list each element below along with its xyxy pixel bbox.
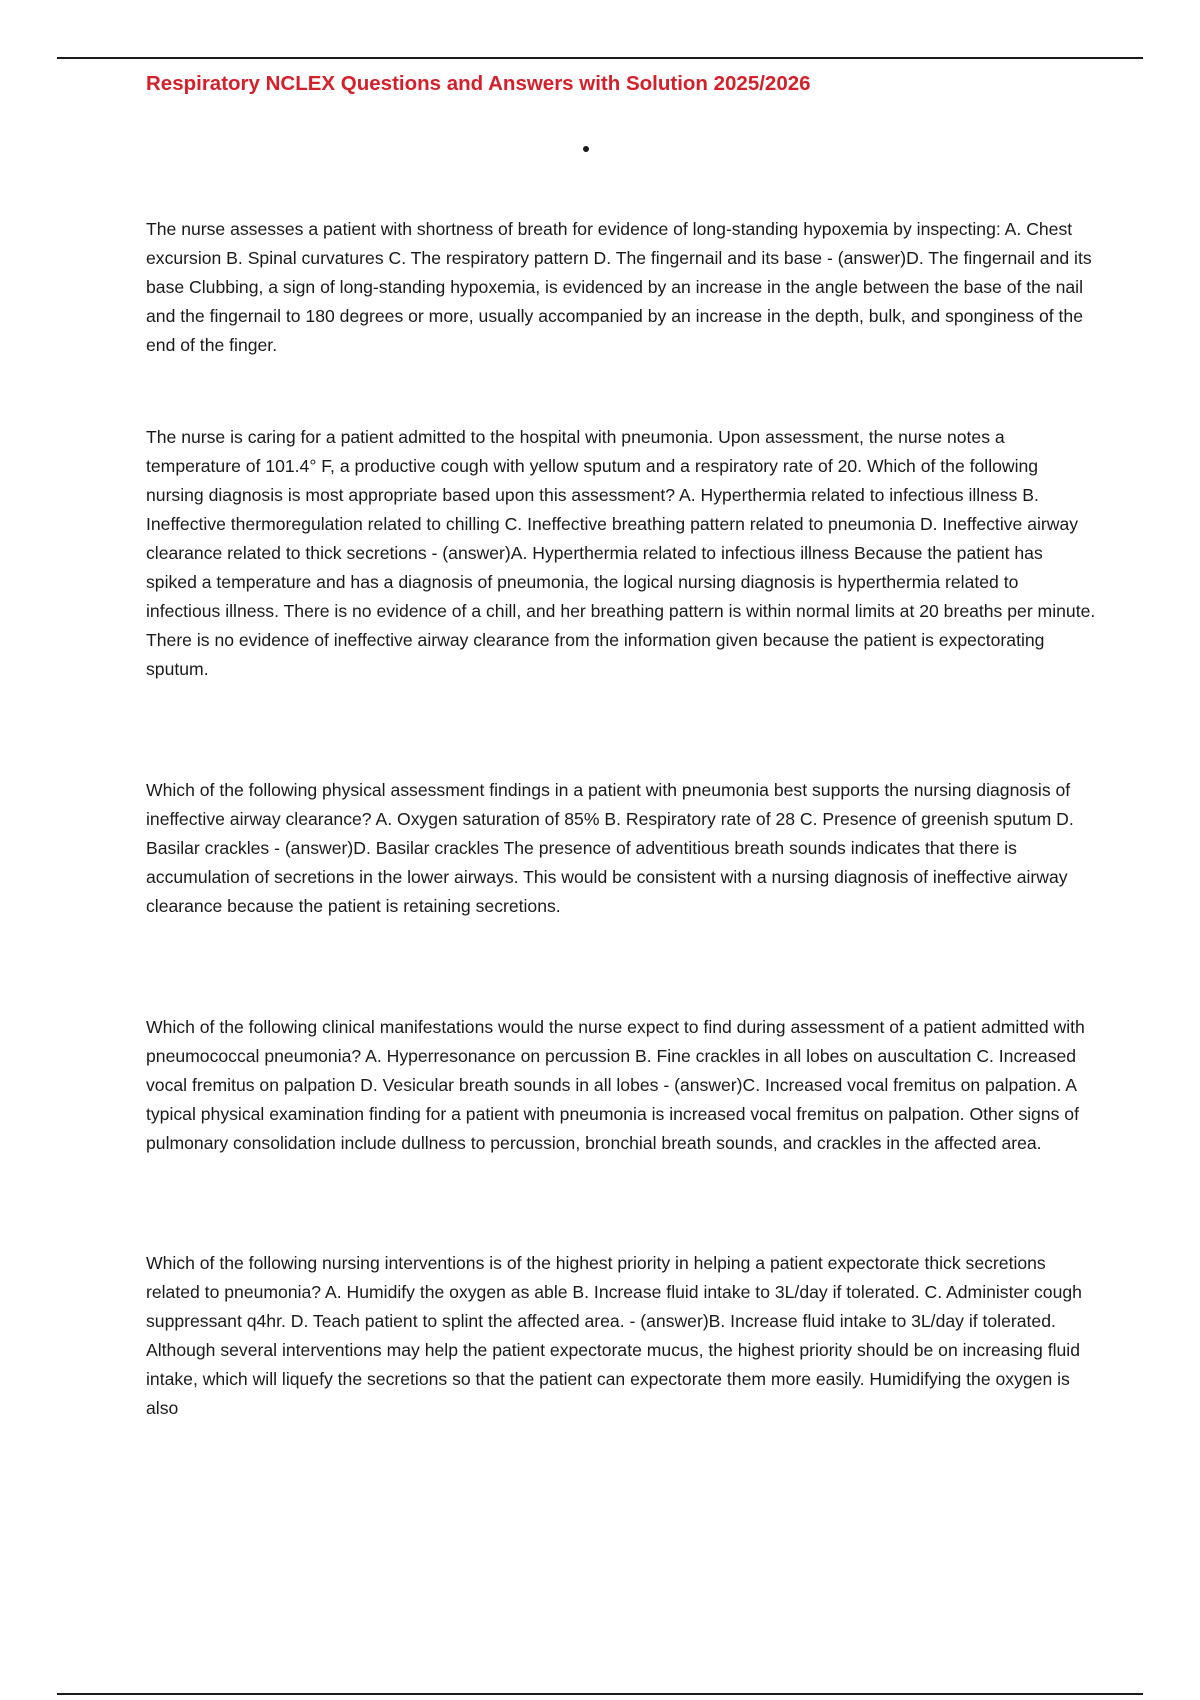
question-answer-2: The nurse is caring for a patient admitted to the hospital with pneumonia. Upon assessment, the nurse notes a temperature of 101.4° F, a productive cough with yellow sputum and a respiratory rate of 20. Which of the following nursing diagnosis is most appropriate based upon this assessment? A. Hyperthermia related to infectious illness B. Ineffective thermoregulation related to chilling C. Ineffective breathing pattern related to pneumonia D. Ineffective airway clearance related to thick secretions - (answer)A. Hyperthermia related to infectious illness Because the patient has spiked a temperature and has a diagnosis of pneumonia, the logical nursing diagnosis is hyperthermia related to infectious illness. There is no evidence of a chill, and her breathing pattern is within normal limits at 20 breaths per minute. There is no evidence of ineffective airway clearance from the information given because the patient is expectorating sputum. <box>146 427 1096 679</box>
top-divider <box>57 57 1143 59</box>
question-answer-5: Which of the following nursing interventions is of the highest priority in helping a patient expectorate thick secretions related to pneumonia? A. Humidify the oxygen as able B. Increase fluid intake to 3L/day if tolerated. C. Administer cough suppressant q4hr. D. Teach patient to splint the affected area. - (answer)B. Increase fluid intake to 3L/day if tolerated. Although several interventions may help the patient expectorate mucus, the highest priority should be on increasing fluid intake, which will liquefy the secretions so that the patient can expectorate them more easily. Humidifying the oxygen is also <box>146 1253 1082 1418</box>
question-answer-3: Which of the following physical assessment findings in a patient with pneumonia best supports the nursing diagnosis of ineffective airway clearance? A. Oxygen saturation of 85% B. Respiratory rate of 28 C. Presence of greenish sputum D. Basilar crackles - (answer)D. Basilar crackles The presence of adventitious breath sounds indicates that there is accumulation of secretions in the lower airways. This would be consistent with a nursing diagnosis of ineffective airway clearance because the patient is retaining secretions. <box>146 780 1074 916</box>
question-answer-4: Which of the following clinical manifestations would the nurse expect to find during assessment of a patient admitted with pneumococcal pneumonia? A. Hyperresonance on percussion B. Fine crackles in all lobes on auscultation C. Increased vocal fremitus on palpation D. Vesicular breath sounds in all lobes - (answer)C. Increased vocal fremitus on palpation. A typical physical examination finding for a patient with pneumonia is increased vocal fremitus on palpation. Other signs of pulmonary consolidation include dullness to percussion, bronchial breath sounds, and crackles in the affected area. <box>146 1017 1085 1153</box>
bullet-point <box>583 146 589 152</box>
question-answer-1: The nurse assesses a patient with shortness of breath for evidence of long-standing hypoxemia by inspecting: A. Chest excursion B. Spinal curvatures C. The respiratory pattern D. The fingernail and its base - (answer)D. The fingernail and its base Clubbing, a sign of long-standing hypoxemia, is evidenced by an increase in the angle between the base of the nail and the fingernail to 180 degrees or more, usually accompanied by an increase in the depth, bulk, and sponginess of the end of the finger. <box>146 219 1092 355</box>
document-title: Respiratory NCLEX Questions and Answers with Solution 2025/2026 <box>146 72 811 95</box>
bottom-divider <box>57 1693 1143 1695</box>
